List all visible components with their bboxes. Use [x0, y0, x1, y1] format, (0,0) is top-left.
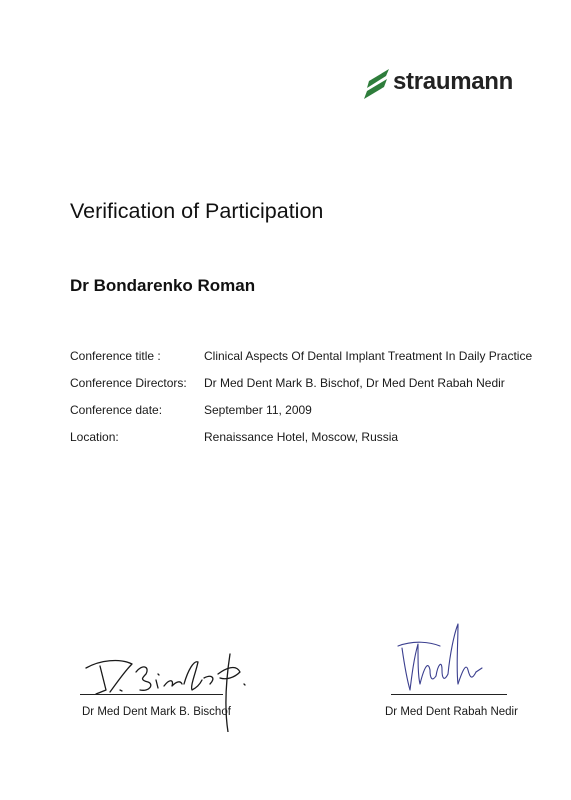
- certificate-title: Verification of Participation: [70, 199, 324, 223]
- handwritten-signature-bischof-icon: [80, 650, 260, 732]
- signatory-name-left: Dr Med Dent Mark B. Bischof: [82, 706, 231, 718]
- detail-label: Conference title :: [70, 349, 161, 363]
- brand-wordmark: straumann: [393, 68, 513, 95]
- brand-logo: [363, 66, 538, 106]
- participant-name: Dr Bondarenko Roman: [70, 276, 256, 295]
- detail-row-conference-directors: [70, 376, 540, 403]
- detail-label: Conference Directors:: [70, 376, 187, 390]
- straumann-logo-mark-icon: [363, 66, 391, 104]
- handwritten-signature-nedir-icon: [384, 618, 514, 700]
- signature-line-left: [80, 694, 223, 695]
- detail-value: Dr Med Dent Mark B. Bischof, Dr Med Dent Rabah Nedir: [204, 376, 505, 390]
- detail-row-conference-date: [70, 403, 540, 430]
- signature-line-right: [391, 694, 507, 695]
- signature-nedir: [384, 618, 514, 700]
- detail-label: Conference date:: [70, 403, 163, 417]
- signature-bischof: [80, 650, 260, 732]
- detail-row-conference-title: [70, 349, 540, 376]
- detail-value: September 11, 2009: [204, 403, 312, 417]
- conference-details: [70, 349, 540, 457]
- detail-value: Clinical Aspects Of Dental Implant Treatment In Daily Practice: [204, 349, 533, 363]
- detail-row-location: [70, 430, 540, 457]
- detail-label: Location:: [70, 430, 119, 444]
- detail-value: Renaissance Hotel, Moscow, Russia: [204, 430, 399, 444]
- signatory-name-right: Dr Med Dent Rabah Nedir: [385, 706, 518, 718]
